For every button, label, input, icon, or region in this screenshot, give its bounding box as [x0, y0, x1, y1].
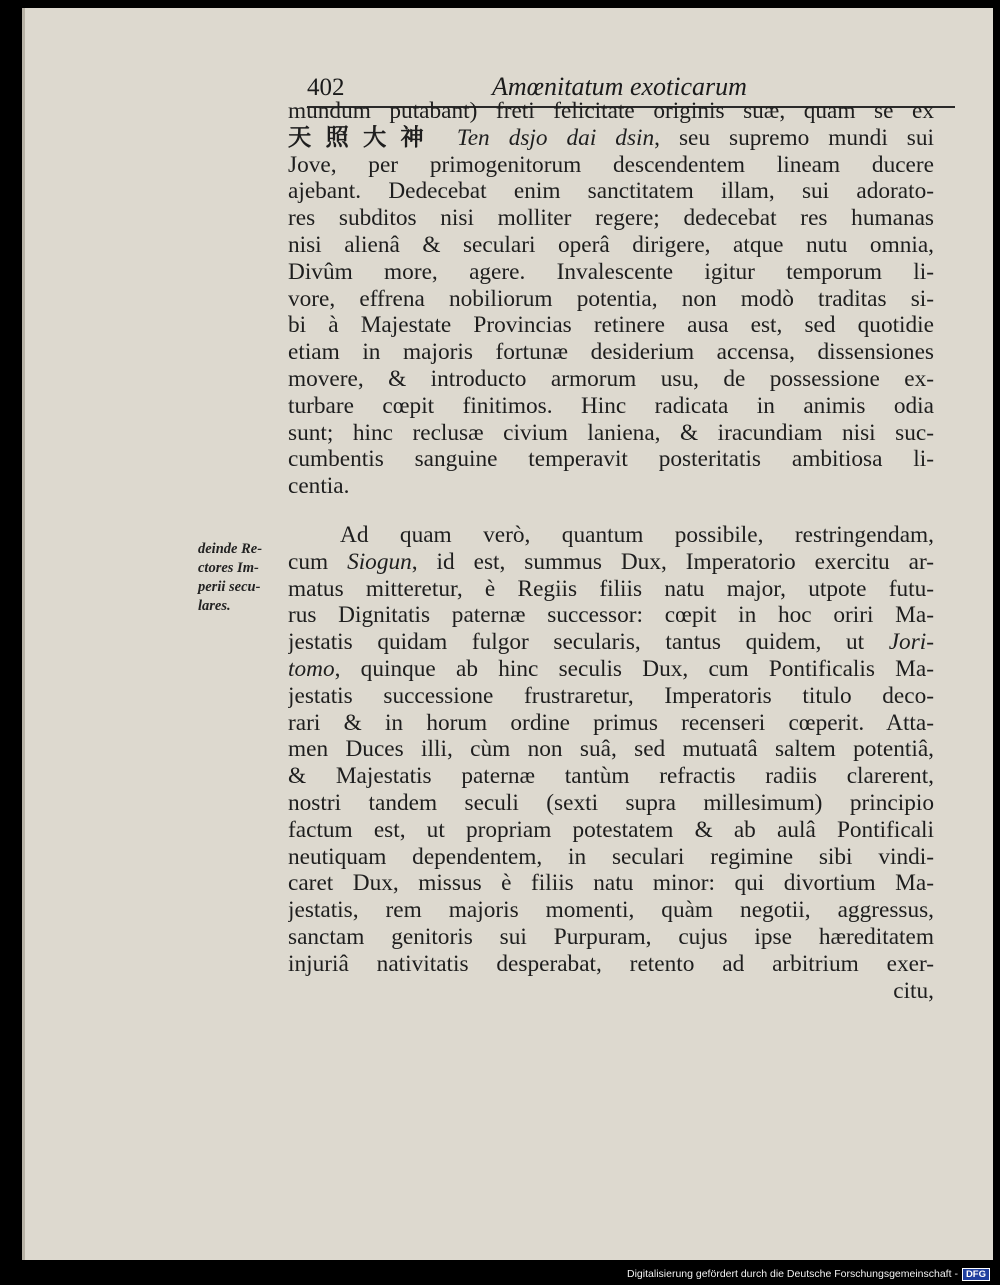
text-line: Jove, per primogenitorum descendentem lineam ducere: [288, 151, 934, 178]
text-line: [288, 656, 934, 683]
catchword: citu,: [893, 977, 934, 1004]
text-fragment: jestatis quidam fulgor secularis, tantus quidem, ut: [288, 629, 889, 656]
text-line: [288, 125, 934, 152]
text-line: [288, 549, 934, 576]
transliteration: Ten dsjo dai dsin: [456, 124, 655, 151]
chinese-characters: 天照大神: [288, 124, 438, 151]
running-head: Amœnitatum exoticarum: [492, 72, 747, 101]
text-fragment: , quinque ab hinc seculis Dux, cum Pontificalis Ma-: [334, 655, 934, 682]
text-line: [288, 629, 934, 656]
text-line: sanctam genitoris sui Purpuram, cujus ipse hæreditatem: [288, 923, 934, 950]
text-line: Ad quam verò, quantum possibile, restringendam,: [340, 521, 934, 548]
margin-note-line: perii secu-: [198, 579, 261, 595]
text-line: ajebant. Dedecebat enim sanctitatem illam, sui adorato-: [288, 178, 934, 205]
margin-note: [198, 540, 288, 616]
text-line: jestatis successione frustraretur, Imperatoris titulo deco-: [288, 682, 934, 709]
text-line: factum est, ut propriam potestatem & ab aulâ Pontificali: [288, 816, 934, 843]
text-line: cumbentis sanguine temperavit posteritatis ambitiosa li-: [288, 446, 934, 473]
text-line: matus mitteretur, è Regiis filiis natu major, utpote futu-: [288, 575, 934, 602]
body-text: [288, 98, 934, 1004]
text-line: res subditos nisi molliter regere; dedecebat res humanas: [288, 205, 934, 232]
footer-credit: [627, 1268, 990, 1281]
italic-term: Siogun: [347, 548, 412, 575]
paragraph-gap: [288, 500, 934, 522]
text-line: & Majestatis paternæ tantùm refractis radiis clarerent,: [288, 763, 934, 790]
text-line: sunt; hinc reclusæ civium laniena, & iracundiam nisi suc-: [288, 419, 934, 446]
text-line: jestatis, rem majoris momenti, quàm negotii, aggressus,: [288, 897, 934, 924]
text-line: mundum putabant) freti felicitate originis suæ, quam se ex: [288, 98, 934, 124]
text-line: rus Dignitatis paternæ successor: cœpit in hoc oriri Ma-: [288, 602, 934, 629]
text-line: men Duces illi, cùm non suâ, sed mutuatâ saltem potentiâ,: [288, 736, 934, 763]
text-line: Divûm more, agere. Invalescente igitur temporum li-: [288, 258, 934, 285]
text-fragment: , id est, summus Dux, Imperatorio exercitu ar-: [411, 548, 934, 575]
text-line: neutiquam dependentem, in seculari regimine sibi vindi-: [288, 843, 934, 870]
text-line: movere, & introducto armorum usu, de possessione ex-: [288, 365, 934, 392]
margin-note-line: lares.: [198, 598, 231, 614]
text-line: bi à Majestate Provincias retinere ausa est, sed quotidie: [288, 312, 934, 339]
text-line: centia.: [288, 473, 350, 500]
italic-term: tomo: [288, 655, 335, 682]
text-line: nostri tandem seculi (sexti supra millesimum) principio: [288, 789, 934, 816]
dfg-logo: DFG: [962, 1268, 990, 1281]
text-fragment: , seu supremo mundi sui: [654, 124, 934, 151]
margin-note-line: ctores Im-: [198, 560, 259, 576]
footer-credit-text: Digitalisierung gefördert durch die Deutsche Forschungsgemeinschaft -: [627, 1268, 958, 1280]
margin-note-line: deinde Re-: [198, 541, 263, 557]
italic-term: Jori-: [888, 629, 934, 656]
text-line: etiam in majoris fortunæ desiderium accensa, dissensiones: [288, 339, 934, 366]
text-line: rari & in horum ordine primus recenseri cœperit. Atta-: [288, 709, 934, 736]
text-fragment: cum: [288, 548, 348, 575]
text-line: injuriâ nativitatis desperabat, retento ad arbitrium exer-: [288, 950, 934, 977]
text-line: nisi alienâ & seculari operâ dirigere, atque nutu omnia,: [288, 231, 934, 258]
text-line: vore, effrena nobiliorum potentia, non modò traditas si-: [288, 285, 934, 312]
page-number: 402: [307, 74, 345, 101]
text-line: caret Dux, missus è filiis natu minor: qui divortium Ma-: [288, 870, 934, 897]
text-line: turbare cœpit finitimos. Hinc radicata in animis odia: [288, 392, 934, 419]
